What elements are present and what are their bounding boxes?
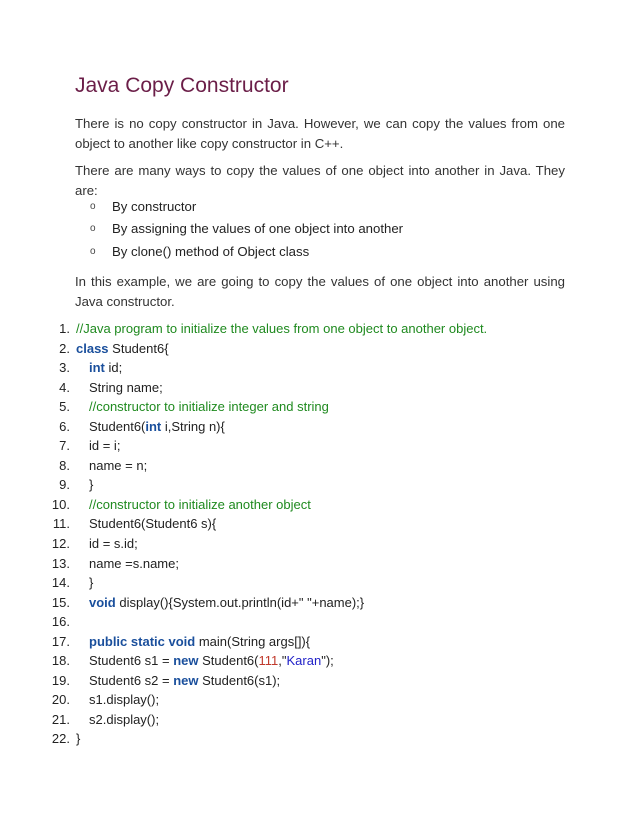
list-item [90, 195, 403, 218]
code-text: String name; [89, 379, 163, 395]
code-text: Student6 s1 = new Student6(111,"Karan"); [89, 653, 334, 669]
code-text: name =s.name; [89, 555, 179, 571]
line-number: 17. [51, 633, 70, 649]
code-text: } [89, 477, 94, 493]
code-text: id = i; [89, 438, 121, 454]
code-text: Student6(Student6 s){ [89, 516, 217, 532]
intro-paragraph: There is no copy constructor in Java. However, we can copy the values from one object to another like copy constructor in C++. [75, 116, 565, 151]
line-number: 12. [51, 536, 70, 552]
list-item-text: By clone() method of Object class [112, 243, 310, 259]
bullet-marker: o [90, 245, 96, 257]
line-number: 8. [59, 457, 70, 473]
line-number: 13. [51, 555, 70, 571]
line-number: 10. [51, 496, 70, 512]
line-number: 15. [51, 594, 70, 610]
line-number: 20. [51, 692, 70, 708]
line-number: 5. [59, 399, 70, 415]
code-text: name = n; [89, 457, 148, 473]
list-item-text: By constructor [112, 198, 197, 214]
code-text: class Student6{ [76, 340, 169, 356]
line-number: 1. [59, 321, 70, 336]
line-number: 14. [51, 575, 70, 591]
code-text: } [89, 575, 94, 591]
line-number: 2. [59, 340, 70, 356]
line-number: 11. [52, 516, 70, 532]
code-text: void display(){System.out.println(id+" "+name);} [89, 594, 365, 610]
bullet-marker: o [90, 200, 96, 212]
line-number: 4. [59, 379, 70, 395]
ways-paragraph: There are many ways to copy the values of one object into another in Java. They are: [75, 163, 565, 198]
line-number: 7. [59, 438, 70, 454]
example-paragraph: In this example, we are going to copy the values of one object into another using Java constructor. [75, 274, 565, 309]
page-title: Java Copy Constructor [75, 74, 289, 97]
line-number: 9. [59, 477, 70, 493]
code-text: s2.display(); [89, 711, 160, 727]
line-number: 19. [51, 672, 70, 688]
code-text: //constructor to initialize another object [89, 496, 311, 512]
line-number: 18. [51, 653, 70, 669]
code-text: } [76, 731, 81, 747]
code-text: int id; [89, 360, 123, 376]
code-text: //constructor to initialize integer and string [89, 399, 329, 415]
code-text: s1.display(); [89, 692, 160, 708]
ways-list [90, 195, 403, 263]
line-number: 3. [59, 360, 70, 376]
line-number: 22. [51, 731, 70, 747]
line-number: 6. [59, 418, 70, 434]
line-number: 21. [51, 711, 70, 727]
code-text: Student6(int i,String n){ [89, 418, 225, 434]
list-item [90, 218, 403, 241]
bullet-marker: o [90, 223, 96, 235]
code-text: //Java program to initialize the values from one object to another object. [76, 321, 488, 336]
code-text: Student6 s2 = new Student6(s1); [89, 672, 281, 688]
code-text: public static void main(String args[]){ [89, 633, 311, 649]
list-item [90, 240, 403, 263]
line-number: 16. [51, 614, 70, 630]
list-item-text: By assigning the values of one object into another [112, 221, 404, 237]
code-text: id = s.id; [89, 536, 138, 552]
